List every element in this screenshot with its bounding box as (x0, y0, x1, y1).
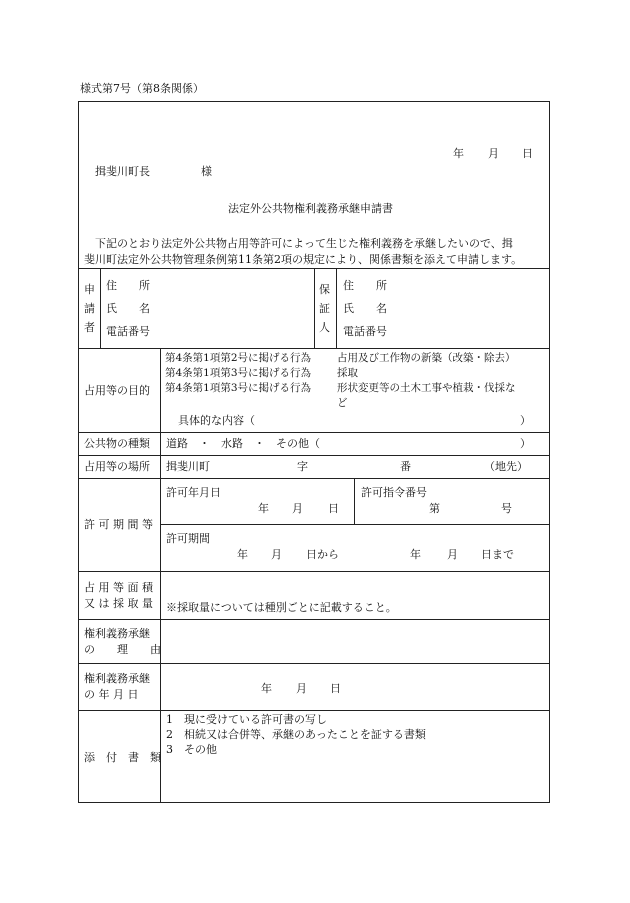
document-title: 法定外公共物権利義務承継申請書 (228, 202, 393, 215)
succession-date-label: 権利義務承継 (84, 672, 150, 685)
guarantor-address-label: 住 所 (343, 279, 387, 292)
divider (78, 710, 550, 711)
divider (100, 268, 101, 348)
purpose-desc: 形状変更等の土木工事や植栽・伐採な (337, 382, 516, 394)
period-from-day: 日から (306, 548, 339, 561)
location-area: （地先） (484, 460, 528, 473)
succession-date-label: の 年 月 日 (84, 688, 139, 701)
public-type-close: ） (520, 437, 531, 450)
permit-number-label: 許可指令番号 (361, 486, 427, 499)
period-to-month: 月 (447, 548, 458, 561)
applicant-address-label: 住 所 (106, 279, 150, 292)
attachments-label: 添 付 書 類 (84, 751, 161, 764)
purpose-label: 占用等の目的 (84, 384, 150, 397)
area-note: ※採取量については種別ごとに記載すること。 (166, 601, 397, 614)
period-to-year: 年 (410, 548, 421, 561)
permit-date-month: 月 (292, 502, 303, 515)
permit-date-label: 許可年月日 (166, 486, 221, 499)
location-aza: 字 (297, 460, 308, 473)
divider (78, 432, 550, 433)
guarantor-label-char: 人 (319, 321, 330, 334)
addressee-honorific: 様 (201, 165, 212, 178)
period-from-year: 年 (237, 548, 248, 561)
period-to-day: 日まで (481, 548, 514, 561)
public-type-label: 公共物の種類 (84, 437, 150, 450)
public-type-options: 道路 ・ 水路 ・ その他（ (166, 437, 320, 450)
guarantor-phone-label: 電話番号 (343, 325, 387, 338)
applicant-label-char: 者 (84, 321, 95, 334)
permit-period-sublabel: 許可期間 (166, 532, 210, 545)
divider (336, 268, 337, 348)
divider (78, 348, 550, 349)
form-number: 様式第7号（第8条関係） (80, 82, 204, 95)
purpose-desc: 占用及び工作物の新築（改築・除去） (337, 352, 516, 364)
succession-year: 年 (261, 682, 272, 695)
guarantor-label-char: 保 (319, 283, 330, 296)
date-day: 日 (522, 147, 533, 160)
date-year: 年 (453, 147, 464, 160)
purpose-desc-continued: ど (337, 397, 348, 409)
applicant-label-char: 申 (84, 283, 95, 296)
succession-month: 月 (296, 682, 307, 695)
intro-line-2: 斐川町法定外公共物管理条例第11条第2項の規定により、関係書類を添えて申請します。 (84, 253, 523, 266)
divider (78, 663, 550, 664)
location-label: 占用等の場所 (84, 460, 150, 473)
area-label: 占 用 等 面 積 (84, 581, 153, 594)
divider (160, 348, 161, 803)
applicant-phone-label: 電話番号 (106, 325, 150, 338)
reason-label: の 理 由 (84, 643, 161, 656)
addressee-name: 揖斐川町長 (95, 165, 150, 178)
area-label: 又 は 採 取 量 (84, 597, 153, 610)
period-from-month: 月 (271, 548, 282, 561)
succession-day: 日 (330, 682, 341, 695)
divider (314, 268, 315, 348)
date-month: 月 (488, 147, 499, 160)
permit-number-prefix: 第 (429, 502, 440, 515)
purpose-desc: 採取 (337, 367, 358, 379)
guarantor-name-label: 氏 名 (343, 302, 387, 315)
permit-date-day: 日 (328, 502, 339, 515)
divider (160, 524, 550, 525)
purpose-concrete-close: ） (520, 414, 531, 427)
intro-line-1: 下記のとおり法定外公共物占用等許可によって生じた権利義務を承継したいので、揖 (95, 237, 513, 250)
attachment-item: 2 相続又は合併等、承継のあったことを証する書類 (166, 728, 426, 741)
applicant-name-label: 氏 名 (106, 302, 150, 315)
purpose-law: 第4条第1項第3号に掲げる行為 (165, 382, 312, 394)
reason-label: 権利義務承継 (84, 627, 150, 640)
divider (354, 478, 355, 524)
permit-number-suffix: 号 (501, 502, 512, 515)
purpose-concrete-label: 具体的な内容（ (178, 414, 255, 427)
divider (78, 571, 550, 572)
location-ban: 番 (400, 460, 411, 473)
divider (78, 478, 550, 479)
permit-date-year: 年 (258, 502, 269, 515)
divider (78, 619, 550, 620)
attachment-item: 1 現に受けている許可書の写し (166, 713, 327, 726)
guarantor-label-char: 証 (319, 302, 330, 315)
purpose-law: 第4条第1項第2号に掲げる行為 (165, 352, 312, 364)
divider (78, 455, 550, 456)
permit-period-label: 許 可 期 間 等 (84, 518, 153, 531)
attachment-item: 3 その他 (166, 743, 217, 756)
applicant-label-char: 請 (84, 302, 95, 315)
location-town: 揖斐川町 (166, 460, 210, 473)
purpose-law: 第4条第1項第3号に掲げる行為 (165, 367, 312, 379)
